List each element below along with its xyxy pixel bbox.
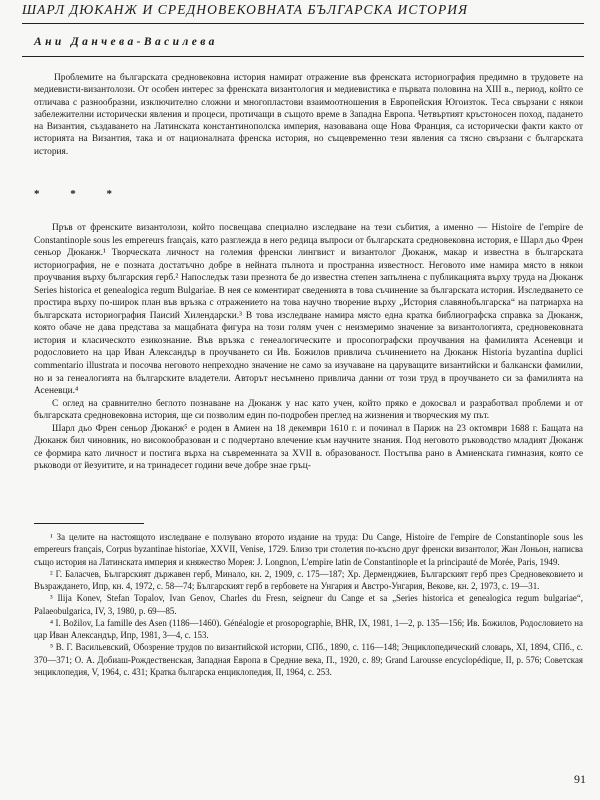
footnote-2: ² Г. Баласчев, Българският държавен герб, Минало, кн. 2, 1909, с. 175—187; Хр. Дерменджиев, Българският герб през Средновековието и Възраждането, Ипр, кн. 4, 1972, с. 58—74; Българският герб в гербовете на Унгария и Австро-Унгария, Векове, кн. 2, 1973, с. 19—31.	[34, 568, 583, 591]
section-separator: * * *	[34, 188, 126, 200]
abstract-paragraph: Проблемите на българската средновековна история намират отражение във френската историография предимно в трудовете на медиевисти-византолози. От особен интерес за френската византология и медиевистика е първата половина на XIII в., период, който се отличава с разнообразни, изключително сложни и многопластови взаимоотношения в Европейския Югоизток. Теса свързани с някои забележителни исторически явления и процеси, протичащи в същото време в Западна Европа. Четвъртият кръстоносен поход, падането на Византия, създаването на Латинската константинополска империя, назовавана още Нова Франция, са исторически факти както от историята на Византия, така и от националната френска история, но същевременно тези явления са тясно свързани с българската история.	[34, 73, 583, 157]
article-author: Ани Данчева-Василева	[34, 36, 218, 48]
author-rule	[22, 56, 584, 57]
footnote-5: ⁵ В. Г. Васильевский, Обозрение трудов по византийской истории, СПб., 1890, с. 116—148; Энциклопедический словарь, XI, 1894, СПб., с. 370—371; О. А. Добиаш-Рождественская, Западная Европа в Средние века, П., 1920, с. 89; Grand Larousse encyclopédique, II, p. 576; Советская энциклопедия, V, 1964, с. 431; Кратка българска енциклопедия, II, 1964, с. 253.	[34, 642, 583, 677]
body-paragraph-1: Пръв от френските византолози, който посвещава специално изследване на тези събития, а именно — Histoire de l'empire de Constantinople sous les empereurs français, като разглежда в него редица въпроси от българската средновековна история, е Шарл дьо Френ сеньор Дюканж.¹ Творческата личност на големия френски лингвист и византолог Дюканж, макар и известна в българската историография, не е позната достатъчно добре в нейната пълнота и пространна известност. Неговото име намира място в някои проучвания върху българския герб.² Напоследък тази презнота бе до известна степен запълнена с публикацията върху труда на Дюканж Series historica et genealogica regum Bulgariae. В нея се коментират сведенията в това съчинение за българската история. Изследването се простира върху по-широк план във връзка с отражението на това научно творение върху „История славянобългарска“ на патриарха на българската историография Паисий Хилендарски.³ В това изследване намира място една кратка библиографска справка за Дюканж, която обаче не дава представа за мащабната фигура на този голям учен с неизмеримо значение за византологията, средновековната история и класическото езикознание. Във връзка с генеалогическите и просопографски проучвания на фамилията Асеневци и родословието на цар Иван Александър в проучването си Ив. Божилов привлича съчинението на Дюканж Historia byzantina duplici commentario illustrata и посочва неговото непреходно значение не само за изучаване на царуващите византийски и балкански фамилии, но и за генеалогията на българските владетели. Авторът несъмнено привлича данни от този труд в проучването си за фамилията на Асеневци.⁴	[34, 223, 583, 397]
footnote-rule	[34, 523, 144, 524]
page-number: 91	[574, 772, 586, 786]
footnote-4: ⁴ I. Božilov, La famille des Asen (1186—1460). Généalogie et prosopographie, BHR, IX, 1981, 1—2, p. 135—156; Ив. Божилов, Родословието на цар Иван Александър, Ипр, 1981, 3—4, с. 153.	[34, 617, 583, 640]
body-paragraph-2: С оглед на сравнително беглото познаване на Дюканж у нас като учен, който пряко е докосвал и разработвал проблеми и от българската средновековна история, ще си позволим един по-подробен преглед на жизнения и творческия му път.	[34, 398, 583, 422]
article-body	[34, 222, 583, 473]
title-rule	[22, 23, 584, 24]
footnote-3: ³ Ilija Konev, Stefan Topalov, Ivan Genov, Charles du Fresn, seigneur du Cange et sa „Series historica et genealogica regum bulgariae“, Palaeobulgarica, IV, 3, 1980, p. 69—85.	[34, 593, 583, 616]
footnote-1: ¹ За целите на настоящото изследване е ползувано второто издание на труда: Du Cange, Histoire de l'empire de Constantinople sous les empereurs français, Corpus byzantinae historiae, XXVII, Venise, 1729. Близо три столетия по-късно друг френски византолог, Жан Лоньон, написва също история на Латинската империя и княжество Морея: J. Longnon, L'empire latin de Constantinople et la principauté de Morée, Paris, 1949.	[34, 532, 583, 567]
body-paragraph-3: Шарл дьо Френ сеньор Дюканж⁵ е роден в Амиен на 18 декември 1610 г. и починал в Париж на 23 октомври 1688 г. Бащата на Дюканж бил чиновник, но високообразован и с подчертано влечение към научните знания. Под неговото ръководство младият Дюканж се формира като личност и постига върха на съвременната за XVII в. образованост. Постъпва рано в Амиенската гимназия, която се ръководи от йезуитите, и на тринадесет години вече добре знае гръц-	[34, 423, 583, 472]
footnotes	[34, 531, 583, 678]
article-title: ШАРЛ ДЮКАНЖ И СРЕДНОВЕКОВНАТА БЪЛГАРСКА ИСТОРИЯ	[22, 2, 469, 17]
